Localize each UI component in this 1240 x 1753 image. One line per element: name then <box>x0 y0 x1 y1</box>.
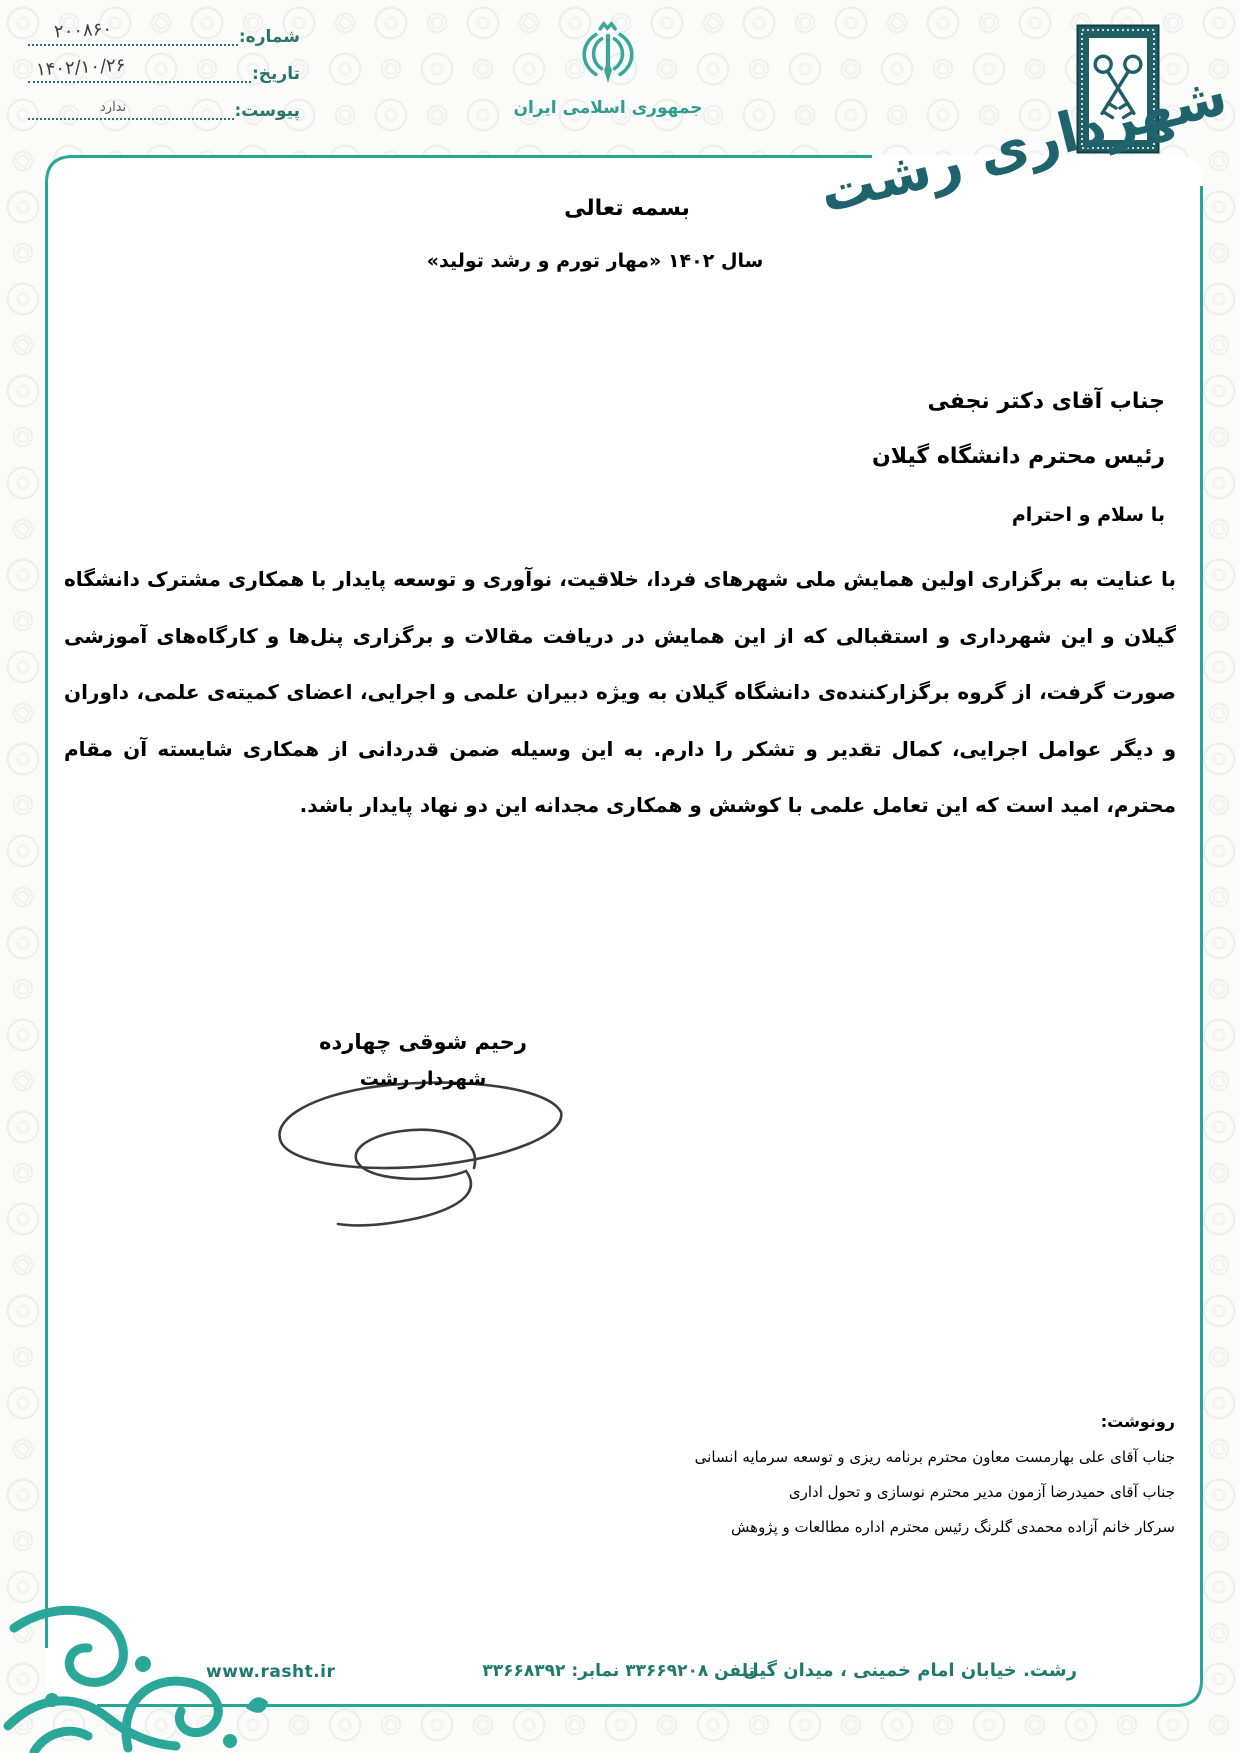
recipient-title: رئیس محترم دانشگاه گیلان <box>871 444 1165 469</box>
year-slogan-text: سال ۱۴۰۲ «مهار تورم و رشد تولید» <box>426 250 764 272</box>
cc-label: رونوشت: <box>1100 1412 1175 1431</box>
iran-emblem-icon <box>576 20 640 96</box>
letter-number-row <box>28 18 300 47</box>
letter-date-row <box>28 54 300 84</box>
cc-item: سرکار خانم آزاده محمدی گلرنگ رئیس محترم اداره مطالعات و پژوهش <box>731 1518 1175 1536</box>
cc-block <box>695 1412 1175 1545</box>
besmellah-text: بسمه تعالی <box>564 196 690 221</box>
footer-address: رشت. خیابان امام خمینی ، میدان گیل <box>743 1660 1077 1681</box>
emblem-caption: جمهوری اسلامی ایران <box>513 98 703 118</box>
letter-attachment-value: ندارد <box>100 100 127 115</box>
salutation-text: با سلام و احترام <box>1011 504 1165 526</box>
letter-date-value: ۱۴۰۲/۱۰/۲۶ <box>35 54 126 81</box>
footer-phone-fax: تلفن ۳۳۶۶۹۲۰۸ نمابر: ۳۳۶۶۸۳۹۲ <box>482 1661 755 1681</box>
letter-number-label: شماره: <box>238 27 300 47</box>
letter-date-dots <box>28 54 251 83</box>
cc-item: جناب آقای حمیدرضا آزمون مدیر محترم نوسازی و تحول اداری <box>788 1483 1175 1501</box>
letter-attachment-label: پیوست: <box>234 101 300 121</box>
letter-number-dots <box>28 18 238 46</box>
letter-date-label: تاریخ: <box>252 64 300 84</box>
signature-block <box>258 1030 588 1230</box>
letter-body-paragraph: با عنایت به برگزاری اولین همایش ملی شهرهای فردا، خلاقیت، نوآوری و توسعه پایدار با همکاری مشترک دانشگاه گیلان و این شهرداری و استقبالی که از این همایش در دریافت مقالات و برگزاری پنل‌ها و کارگاه‌های آموزشی صورت گرفت، از گروه برگزارکننده‌ی دانشگاه گیلان به ویژه دبیران علمی و اجرایی، اعضای کمیته‌ی علمی، داوران و دیگر عوامل اجرایی، کمال تقدیر و تشکر را دارم. به این وسیله ضمن قدردانی از همکاری شایسته آن مقام محترم، امید است که این تعامل علمی با کوشش و همکاری مجدانه این دو نهاد پایدار باشد. <box>64 567 1176 817</box>
letter-number-value: ۲۰۰۸۶۰ <box>53 18 113 43</box>
letter-attachment-row <box>28 96 300 120</box>
signatory-title: شهردار رشت <box>359 1068 487 1090</box>
signatory-name: رحیم شوقی چهارده <box>319 1030 527 1054</box>
signature-scrawl <box>266 1074 576 1229</box>
corner-arabesque-ornament <box>0 1576 312 1753</box>
reference-fields <box>28 18 300 133</box>
footer-website-link[interactable]: www.rasht.ir <box>206 1662 336 1682</box>
letter-attachment-dots <box>28 100 234 120</box>
recipient-block <box>872 374 1165 484</box>
cc-item: جناب آقای علی بهارمست معاون محترم برنامه ریزی و توسعه سرمایه انسانی <box>694 1448 1175 1466</box>
recipient-name: جناب آقای دکتر نجفی <box>927 389 1165 414</box>
org-calligraphy-title: شهرداری رشت <box>813 62 1234 226</box>
